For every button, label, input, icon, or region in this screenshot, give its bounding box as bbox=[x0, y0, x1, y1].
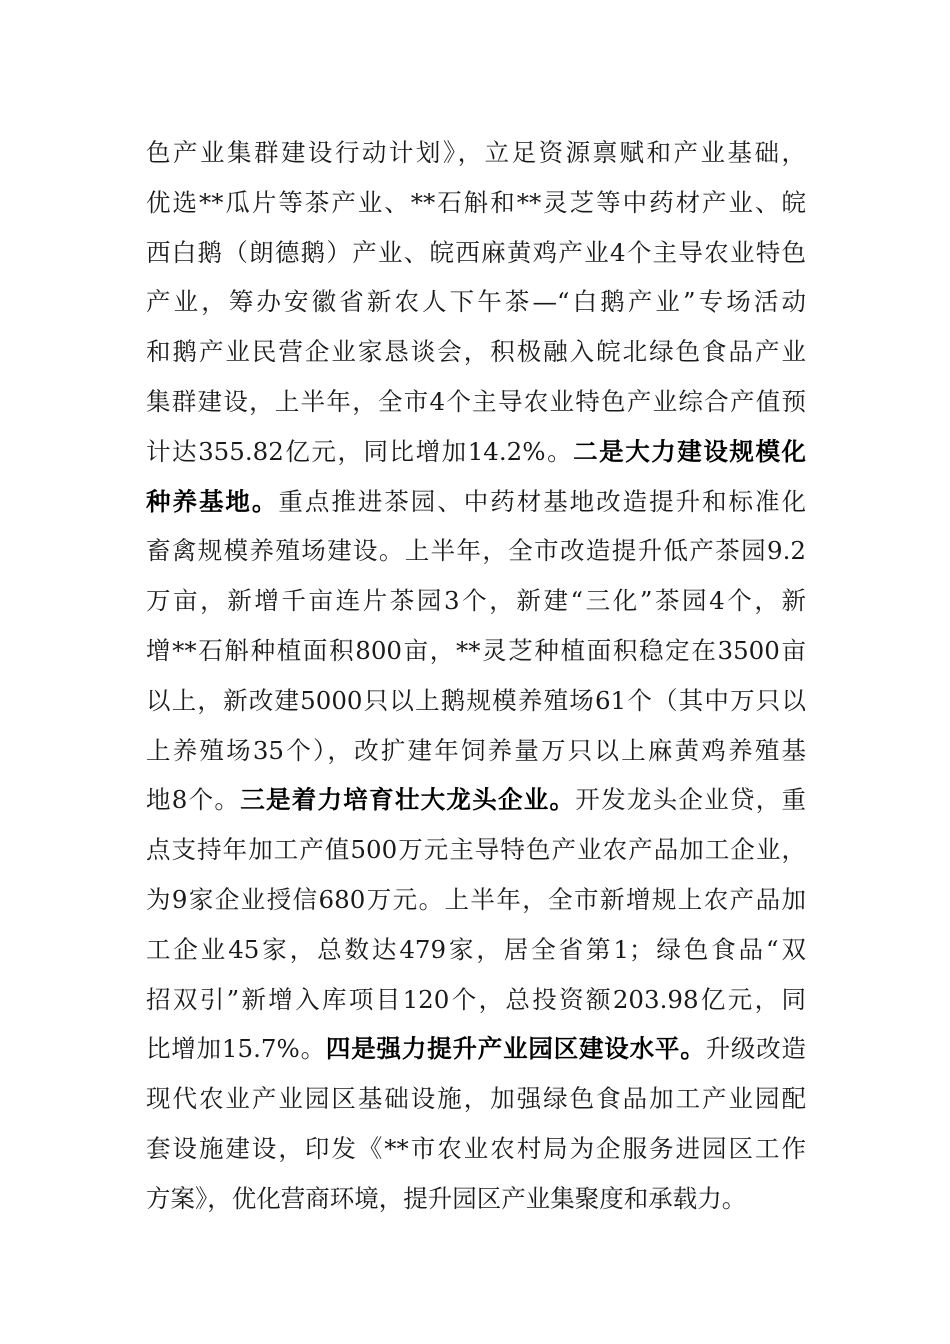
body-text: 套设施建设，印发《**市农业农村局为企服务进园区工作 bbox=[146, 1133, 806, 1163]
text-line bbox=[146, 925, 806, 975]
body-text: 色产业集群建设行动计划》，立足资源禀赋和产业基础， bbox=[146, 138, 806, 167]
bold-heading-text: 四是强力提升产业园区建设水平。 bbox=[325, 1034, 706, 1064]
body-text: 重点推进茶园、中药材基地改造提升和标准化 bbox=[278, 486, 806, 516]
bold-heading-text: 三是着力培育壮大龙头企业。 bbox=[240, 785, 576, 815]
body-text: 点支持年加工产值500万元主导特色产业农产品加工企业， bbox=[146, 835, 806, 865]
body-text: 畜禽规模养殖场建设。上半年，全市改造提升低产茶园9.2 bbox=[146, 536, 806, 566]
body-text: 集群建设，上半年，全市4个主导农业特色产业综合产值预 bbox=[146, 386, 806, 416]
body-text: 地8个。 bbox=[146, 785, 241, 815]
body-text: 比增加15.7%。 bbox=[146, 1034, 326, 1064]
text-line bbox=[146, 477, 806, 527]
body-text: 万亩，新增千亩连片茶园3个，新建“三化”茶园4个，新 bbox=[146, 586, 806, 616]
bold-heading-text: 种养基地。 bbox=[146, 486, 279, 516]
body-text: 方案》，优化营商环境，提升园区产业集聚度和承载力。 bbox=[146, 1183, 747, 1213]
text-line bbox=[146, 775, 806, 825]
text-line bbox=[146, 128, 806, 178]
text-line bbox=[146, 1074, 806, 1124]
body-text: 增**石斛种植面积800亩，**灵芝种植面积稳定在3500亩 bbox=[146, 635, 806, 665]
body-text: 工企业45家，总数达479家，居全省第1；绿色食品“双 bbox=[146, 934, 806, 964]
body-text: 上养殖场35个），改扩建年饲养量万只以上麻黄鸡养殖基 bbox=[146, 735, 806, 765]
text-line bbox=[146, 277, 806, 327]
text-line bbox=[146, 975, 806, 1025]
text-line bbox=[146, 228, 806, 278]
body-text: 为9家企业授信680万元。上半年，全市新增规上农产品加 bbox=[146, 884, 806, 914]
text-line bbox=[146, 825, 806, 875]
body-text: 优选**瓜片等茶产业、**石斛和**灵芝等中药材产业、皖 bbox=[146, 187, 806, 217]
body-text: 西白鹅（朗德鹅）产业、皖西麻黄鸡产业4个主导农业特色 bbox=[146, 237, 806, 267]
body-text: 升级改造 bbox=[705, 1034, 806, 1064]
body-text: 招双引”新增入库项目120个，总投资额203.98亿元，同 bbox=[146, 984, 806, 1014]
body-text: 开发龙头企业贷，重 bbox=[575, 785, 806, 815]
text-line bbox=[146, 178, 806, 228]
text-line bbox=[146, 576, 806, 626]
body-text: 现代农业产业园区基础设施，加强绿色食品加工产业园配 bbox=[146, 1084, 806, 1114]
body-paragraph bbox=[146, 128, 806, 1224]
text-line bbox=[146, 1024, 806, 1074]
body-text: 和鹅产业民营企业家恳谈会，积极融入皖北绿色食品产业 bbox=[146, 337, 806, 367]
text-line bbox=[146, 676, 806, 726]
text-line bbox=[146, 1174, 806, 1224]
text-line bbox=[146, 427, 806, 477]
text-line bbox=[146, 377, 806, 427]
body-text: 以上，新改建5000只以上鹅规模养殖场61个（其中万只以 bbox=[146, 685, 806, 715]
bold-heading-text: 二是大力建设规模化 bbox=[573, 436, 806, 466]
text-line bbox=[146, 726, 806, 776]
text-line bbox=[146, 875, 806, 925]
body-text: 计达355.82亿元，同比增加14.2%。 bbox=[146, 436, 574, 466]
text-line bbox=[146, 626, 806, 676]
body-text: 产业，筹办安徽省新农人下午茶—“白鹅产业”专场活动 bbox=[146, 287, 806, 317]
text-line bbox=[146, 526, 806, 576]
text-line bbox=[146, 327, 806, 377]
text-line bbox=[146, 1124, 806, 1174]
